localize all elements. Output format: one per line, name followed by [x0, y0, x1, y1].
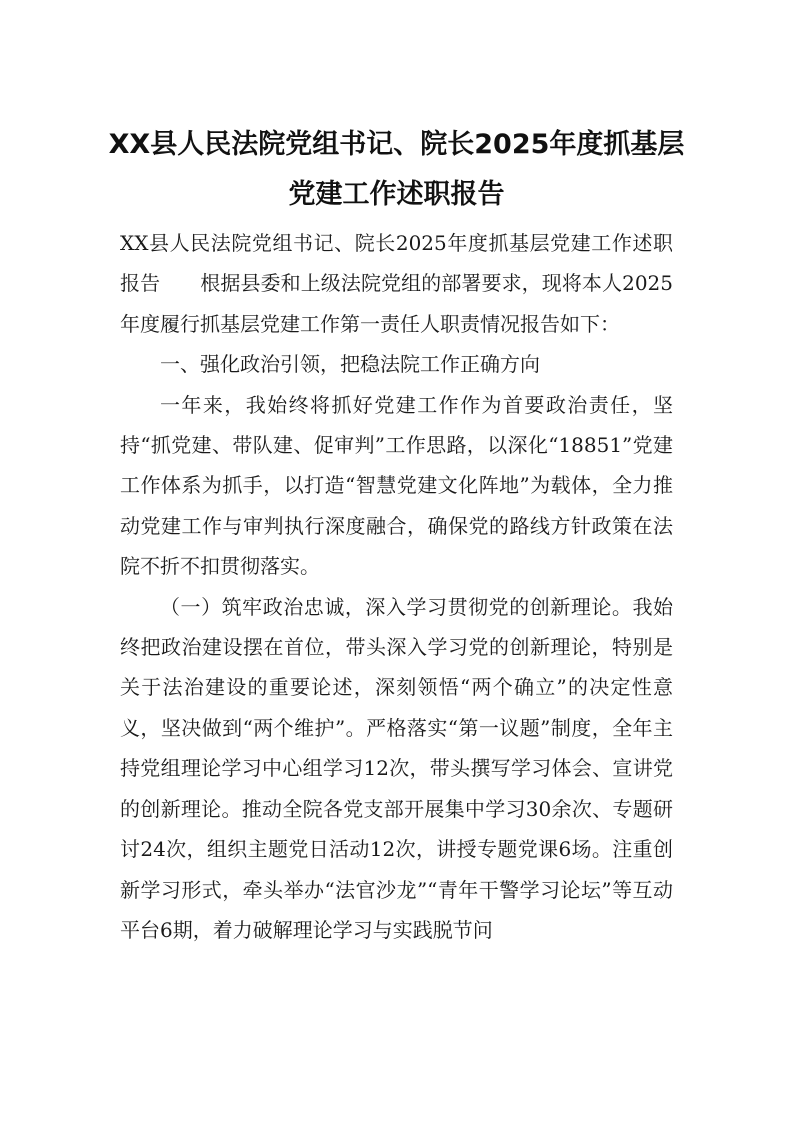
intro-title: XX县人民法院党组书记、院长2025年度抓基层党建工作述职报告 [120, 231, 673, 296]
subsection-paragraph: （一）筑牢政治忠诚，深入学习贯彻党的创新理论。我始终把政治建设摆在首位，带头深入学习党的创新理论，特别是关于法治建设的重要论述，深刻领悟“两个确立”的决定性意义，坚决做到“两个维护”。严格落实“第一议题”制度，全年主持党组理论学习中心组学习12次，带头撰写学习体会、宣讲党的创新理论。推动全院各党支部开展集中学习30余次、专题研讨24次，组织主题党日活动12次，讲授专题党课6场。注重创新学习形式，牵头举办“法官沙龙”“青年干警学习论坛”等互动平台6期，着力破解理论学习与实践脱节问 [120, 594, 673, 942]
intro-paragraph [120, 223, 673, 344]
intro-body: 根据县委和上级法院党组的部署要求，现将本人2025年度履行抓基层党建工作第一责任人职责情况报告如下： [120, 271, 674, 336]
section-paragraph: 一年来，我始终将抓好党建工作作为首要政治责任，坚持“抓党建、带队建、促审判”工作思路，以深化“18851”党建工作体系为抓手，以打造“智慧党建文化阵地”为载体，全力推动党建工作与审判执行深度融合，确保党的路线方针政策在法院不折不扣贯彻落实。 [120, 392, 673, 579]
section-heading: 一、强化政治引领，把稳法院工作正确方向 [160, 352, 540, 377]
document-body [120, 223, 673, 950]
document-title: XX县人民法院党组书记、院长2025年度抓基层党建工作述职报告 [108, 129, 685, 210]
